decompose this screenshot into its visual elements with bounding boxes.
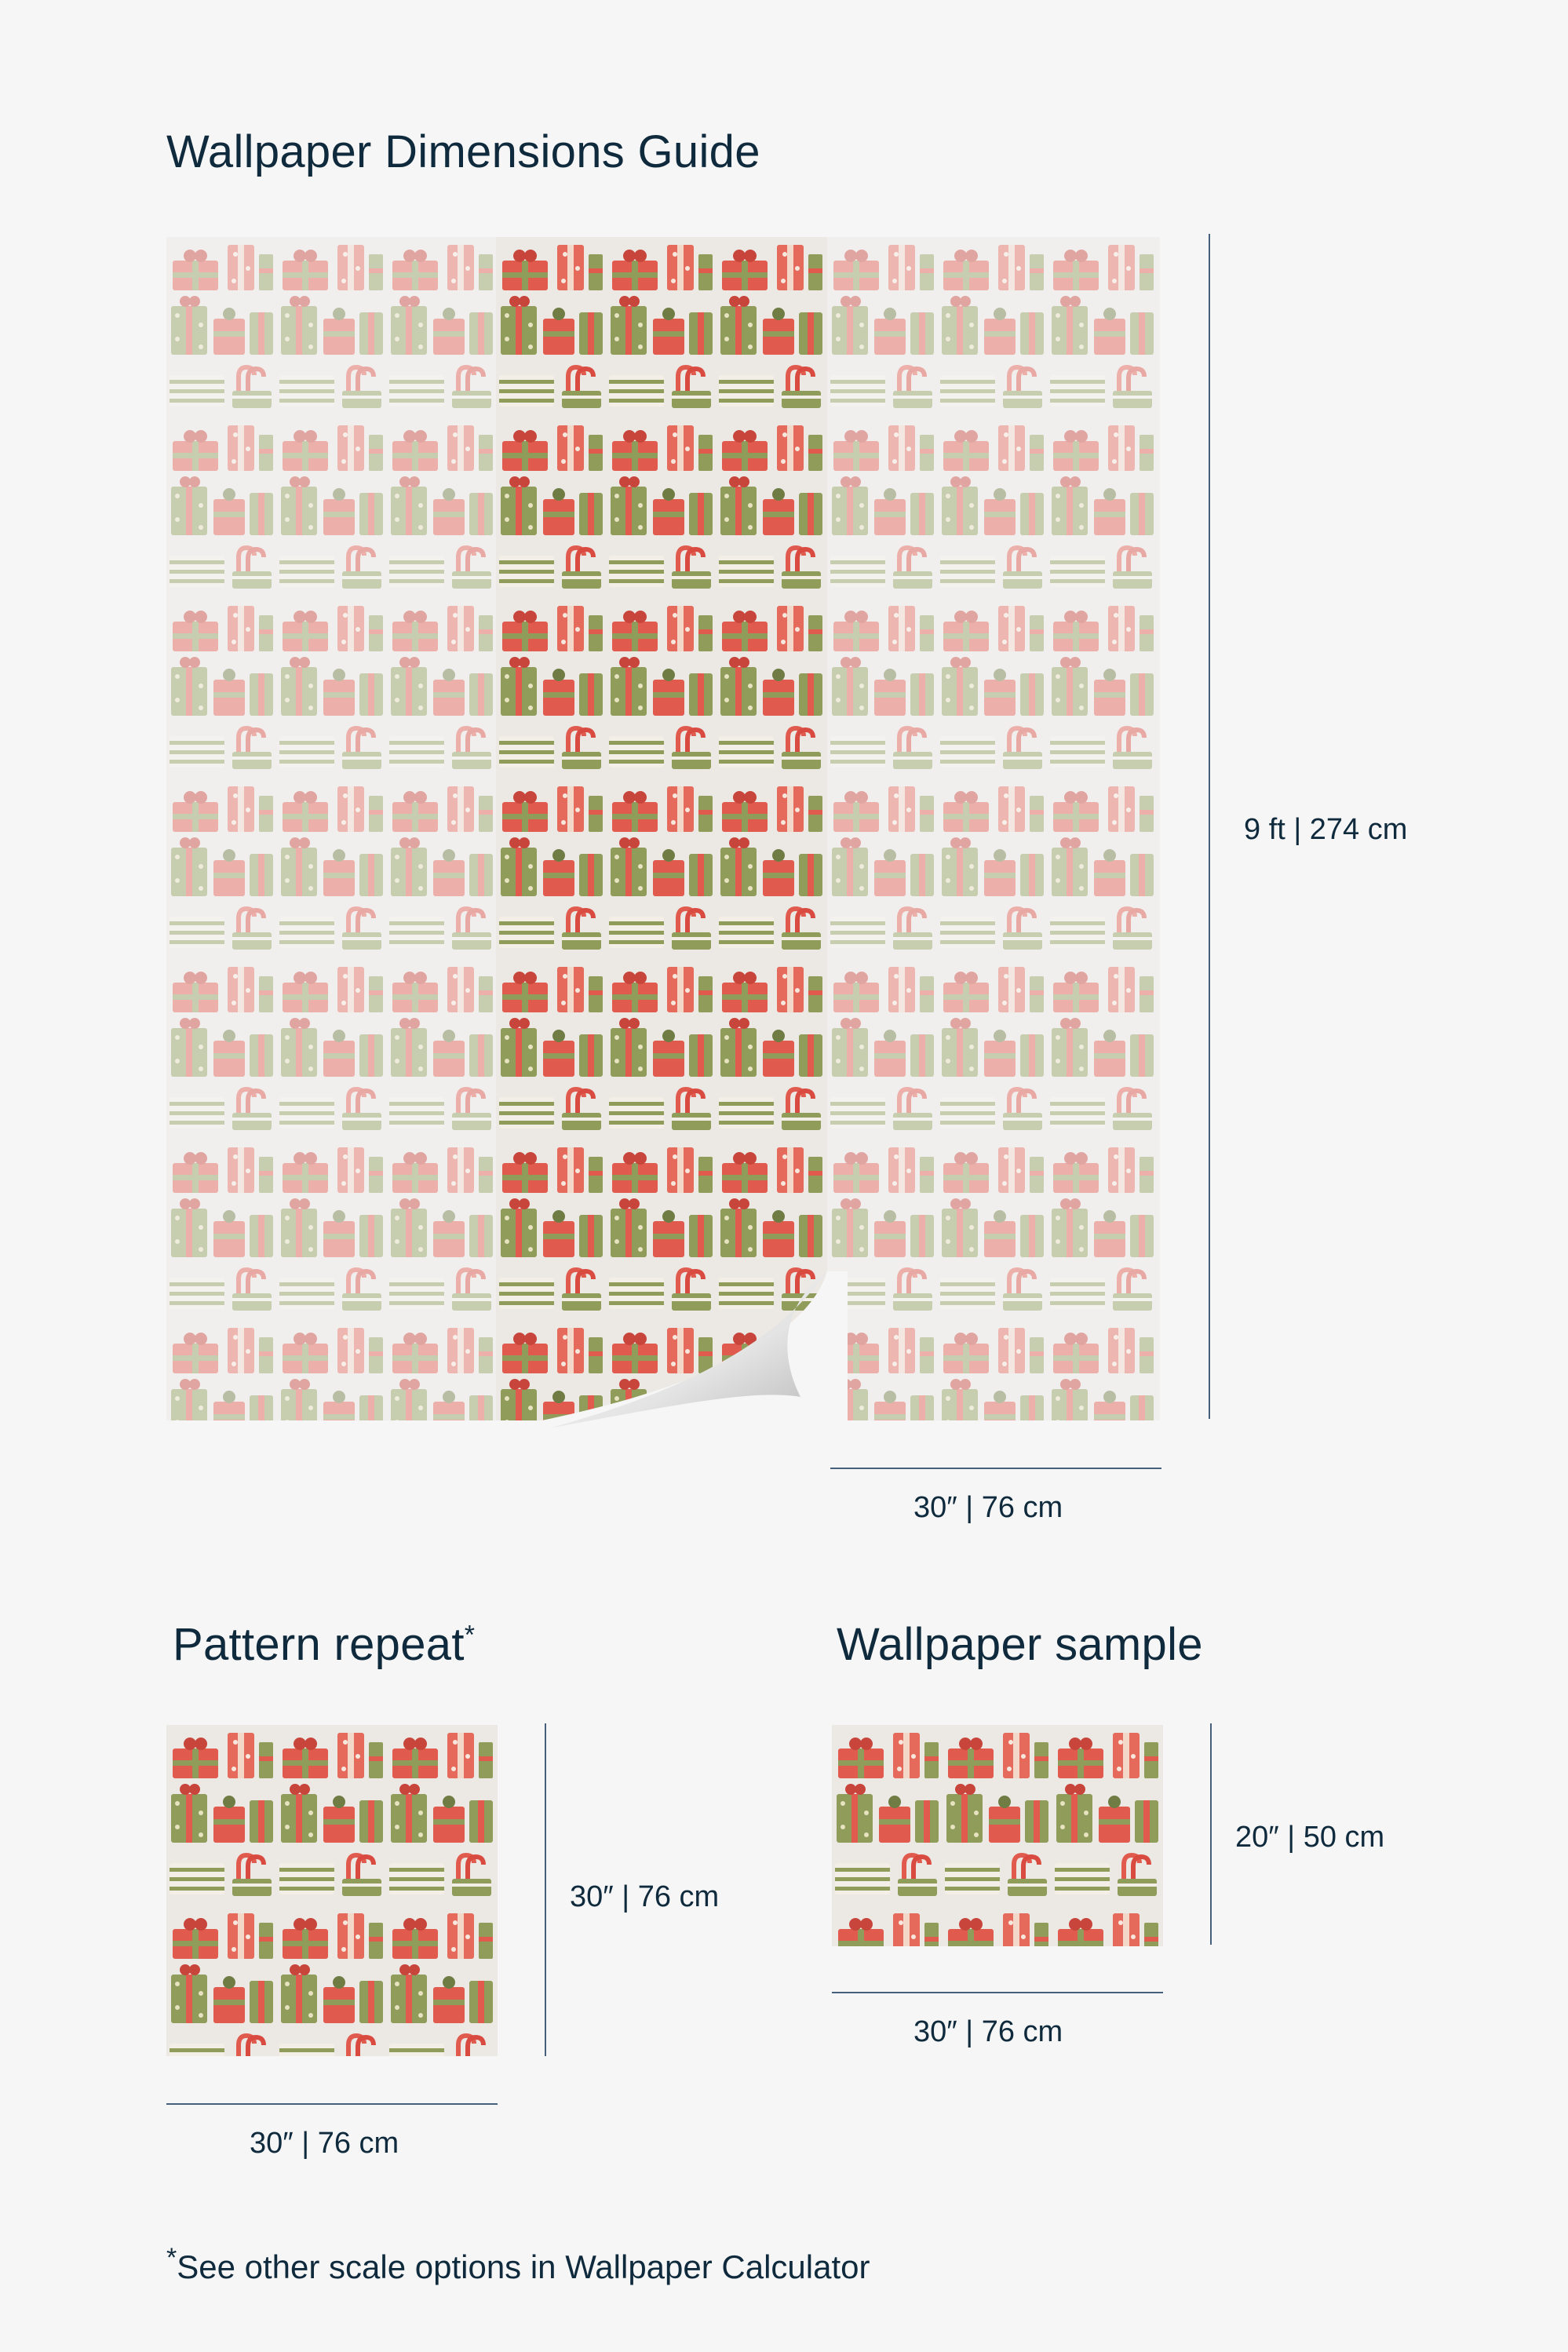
sample-width-line bbox=[832, 1992, 1163, 1993]
roll-width-line bbox=[830, 1468, 1161, 1469]
footnote-asterisk: * bbox=[166, 2243, 177, 2273]
pattern-repeat-title bbox=[173, 1618, 475, 1671]
pattern-width-label: 30″ | 76 cm bbox=[250, 2127, 399, 2160]
pattern-repeat-swatch bbox=[166, 1725, 498, 2056]
page-title: Wallpaper Dimensions Guide bbox=[166, 126, 760, 177]
sample-height-line bbox=[1210, 1723, 1212, 1945]
wallpaper-panel-right bbox=[827, 237, 1160, 1420]
roll-width-label: 30″ | 76 cm bbox=[913, 1491, 1063, 1524]
pattern-height-label: 30″ | 76 cm bbox=[570, 1880, 720, 1913]
pattern-repeat-title-text: Pattern repeat bbox=[173, 1619, 465, 1670]
pattern-width-line bbox=[166, 2103, 498, 2105]
wallpaper-panel-center bbox=[496, 237, 827, 1420]
peel-corner bbox=[518, 1271, 848, 1444]
pattern-repeat-asterisk: * bbox=[464, 1620, 476, 1650]
wallpaper-panel-left bbox=[166, 237, 496, 1420]
roll-height-line bbox=[1209, 234, 1210, 1419]
sample-height-label: 20″ | 50 cm bbox=[1235, 1821, 1385, 1854]
footnote bbox=[166, 2243, 870, 2286]
sample-swatch bbox=[832, 1725, 1163, 1946]
footnote-text[interactable]: See other scale options in Wallpaper Calculator bbox=[177, 2248, 870, 2285]
sample-title: Wallpaper sample bbox=[837, 1619, 1203, 1670]
roll-height-label: 9 ft | 274 cm bbox=[1244, 813, 1408, 846]
sample-width-label: 30″ | 76 cm bbox=[913, 2015, 1063, 2048]
pattern-height-line bbox=[545, 1723, 546, 2056]
